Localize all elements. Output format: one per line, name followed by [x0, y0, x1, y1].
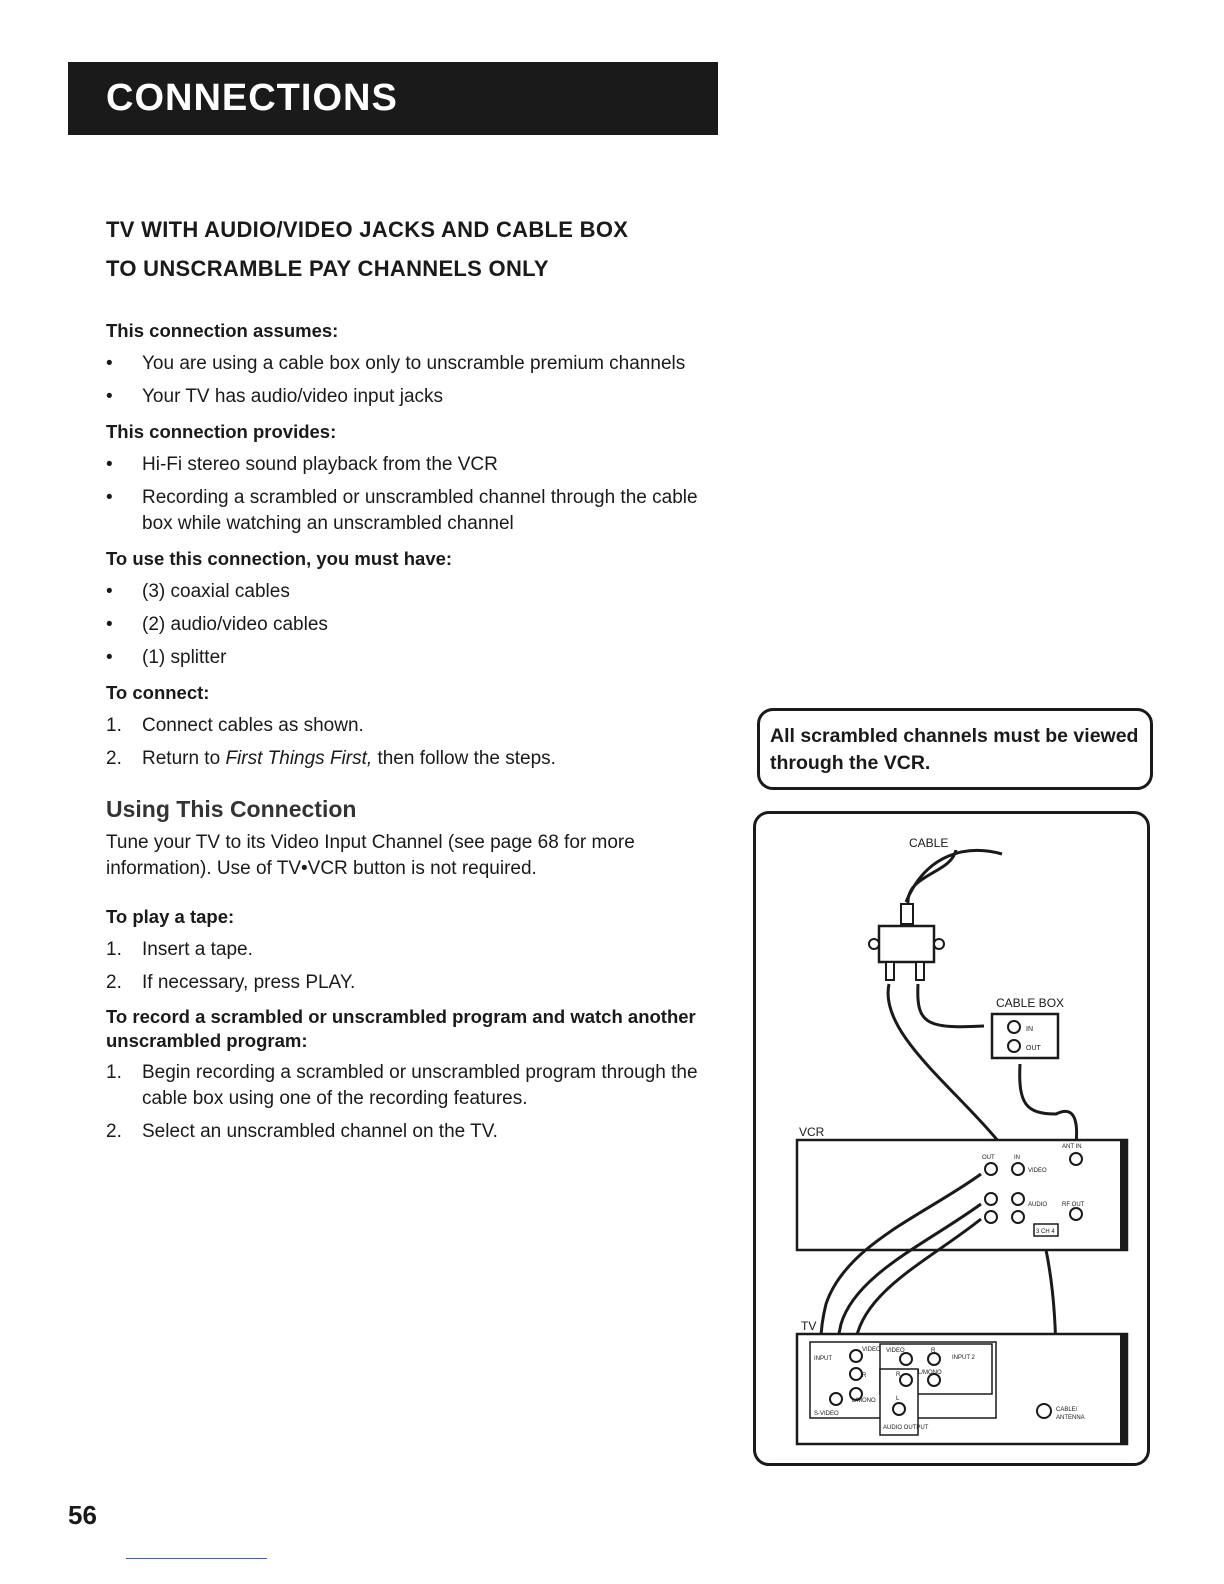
splitter-mount-icon: [934, 939, 944, 949]
splitter-connector: [901, 904, 913, 924]
list-item: • (1) splitter: [106, 645, 718, 671]
vcr-video-in-jack-icon: [1012, 1163, 1024, 1175]
to-connect-label: To connect:: [106, 682, 210, 703]
cablebox-in-jack-icon: [1008, 1021, 1020, 1033]
list-item: • Your TV has audio/video input jacks: [106, 384, 718, 410]
list-item: [106, 1060, 718, 1112]
step-text: Begin recording a scrambled or unscrambled program through the cable box using one of the recording features.: [142, 1062, 698, 1109]
footer-rule: [126, 1558, 267, 1559]
vcr-in-label: IN: [1014, 1155, 1020, 1161]
tv-l-mono2-label: L/MONO: [918, 1370, 942, 1376]
cablebox-in-label: IN: [1026, 1026, 1033, 1033]
tv-input2-label: INPUT 2: [952, 1355, 975, 1361]
play-tape-steps: [106, 937, 718, 996]
tv-video-jack-icon: [850, 1350, 862, 1362]
play-tape-label: To play a tape:: [106, 906, 235, 927]
tv-side-panel: [1120, 1334, 1127, 1444]
splitter-to-cablebox-cable: [918, 984, 984, 1027]
vcr-video-out-jack-icon: [985, 1163, 997, 1175]
tv-r3-label: R: [896, 1372, 901, 1378]
vcr-label: VCR: [799, 1125, 825, 1139]
vcr-rf-out-label: RF OUT: [1062, 1202, 1085, 1208]
step-number: 1.: [106, 715, 122, 736]
step-number: 2.: [106, 972, 122, 993]
list-item: [106, 713, 718, 739]
record-label: To record a scrambled or unscrambled program and watch another unscrambled program:: [106, 1006, 696, 1051]
assumes-list: [106, 351, 718, 410]
splitter: [879, 926, 934, 962]
vcr-audio-jack-icon: [985, 1193, 997, 1205]
instructions-column: [106, 318, 718, 1154]
vcr-audio-jack-icon: [985, 1211, 997, 1223]
using-connection-heading: Using This Connection: [106, 796, 357, 822]
provides-list: [106, 452, 718, 537]
list-item: [106, 746, 718, 772]
tv-cable-antenna-jack-icon: [1037, 1404, 1051, 1418]
step-text-suffix: then follow the steps.: [372, 748, 556, 769]
step-text-prefix: Return to: [142, 748, 226, 769]
tv-video2-label: VIDEO: [886, 1348, 905, 1354]
tv-s-video-label: S-VIDEO: [814, 1411, 839, 1417]
tv-r2-jack-icon: [928, 1353, 940, 1365]
tv-label: TV: [801, 1319, 817, 1333]
list-item: • Hi-Fi stereo sound playback from the VCR: [106, 452, 718, 478]
list-item: [106, 937, 718, 963]
cablebox-out-jack-icon: [1008, 1040, 1020, 1052]
tv-s-video-jack-icon: [830, 1393, 842, 1405]
step-text: Insert a tape.: [142, 939, 253, 960]
page-title: [106, 210, 746, 288]
step-text: If necessary, press PLAY.: [142, 972, 356, 993]
tv-video2-jack-icon: [900, 1353, 912, 1365]
vcr-side-panel: [1120, 1140, 1127, 1250]
title-line-2: TO UNSCRAMBLE PAY CHANNELS ONLY: [106, 256, 549, 281]
step-number: 1.: [106, 1062, 122, 1083]
cable-label: CABLE: [909, 836, 949, 850]
cablebox-out-label: OUT: [1026, 1045, 1041, 1052]
tv-r2-label: R: [931, 1348, 936, 1354]
splitter-output-port: [886, 962, 894, 980]
section-banner: [68, 62, 718, 135]
splitter-feed-cable: [908, 850, 956, 904]
provides-label: This connection provides:: [106, 421, 337, 442]
note-text: All scrambled channels must be viewed through the VCR.: [770, 725, 1139, 774]
step-text: Connect cables as shown.: [142, 715, 364, 736]
tv-cable-antenna-label-1: CABLE/: [1056, 1407, 1078, 1413]
step-text: Select an unscrambled channel on the TV.: [142, 1121, 498, 1142]
tv-input-label: INPUT: [814, 1356, 832, 1362]
tv-l-mono2-jack-icon: [900, 1374, 912, 1386]
connection-diagram: [753, 811, 1150, 1466]
tv-r-jack-icon: [850, 1368, 862, 1380]
must-have-list: [106, 579, 718, 671]
list-item: • (2) audio/video cables: [106, 612, 718, 638]
cable-box-label: CABLE BOX: [996, 996, 1065, 1010]
tv-l-mono-label: L/MONO: [852, 1398, 876, 1404]
list-item: [106, 970, 718, 996]
tv-r-label: R: [862, 1373, 867, 1379]
vcr-out-label: OUT: [982, 1155, 995, 1161]
record-steps: [106, 1060, 718, 1145]
using-connection-text: Tune your TV to its Video Input Channel (see page 68 for more information). Use of TV•VCR button is not required.: [106, 832, 635, 879]
tv-cable-antenna-label-2: ANTENNA: [1056, 1415, 1085, 1421]
channel-switch-label: 3 CH 4: [1036, 1229, 1055, 1235]
cablebox-to-vcr-cable: [1020, 1064, 1077, 1144]
step-number: 2.: [106, 748, 122, 769]
list-item: • You are using a cable box only to unscramble premium channels: [106, 351, 718, 377]
banner-title: CONNECTIONS: [106, 77, 398, 119]
step-number: 2.: [106, 1121, 122, 1142]
list-item: • (3) coaxial cables: [106, 579, 718, 605]
vcr-ant-in-jack-icon: [1070, 1153, 1082, 1165]
tv-l-label: L: [896, 1396, 900, 1402]
vcr-video-label: VIDEO: [1028, 1168, 1047, 1174]
tv-audio-output-label: AUDIO OUTPUT: [883, 1425, 929, 1431]
splitter-output-port: [916, 962, 924, 980]
title-line-1: TV WITH AUDIO/VIDEO JACKS AND CABLE BOX: [106, 217, 629, 242]
connection-diagram-svg: [756, 814, 1147, 1463]
vcr-ant-in-label: ANT IN: [1062, 1144, 1082, 1150]
vcr-rf-out-jack-icon: [1070, 1208, 1082, 1220]
must-have-label: To use this connection, you must have:: [106, 548, 453, 569]
first-things-first-reference: First Things First,: [225, 748, 373, 769]
splitter-mount-icon: [869, 939, 879, 949]
tv-audio-output-jack-icon: [893, 1403, 905, 1415]
cable-box: [992, 1014, 1058, 1058]
page-number: 56: [68, 1500, 97, 1530]
tv-video-label: VIDEO: [862, 1347, 881, 1353]
vcr-audio-jack-icon: [1012, 1211, 1024, 1223]
note-box: [757, 708, 1153, 790]
step-number: 1.: [106, 939, 122, 960]
vcr-audio-jack-icon: [1012, 1193, 1024, 1205]
to-connect-steps: [106, 713, 718, 772]
list-item: [106, 1119, 718, 1145]
assumes-label: This connection assumes:: [106, 320, 339, 341]
list-item: • Recording a scrambled or unscrambled channel through the cable box while watching an unscrambled channel: [106, 485, 718, 537]
vcr-audio-label: AUDIO: [1028, 1202, 1048, 1208]
